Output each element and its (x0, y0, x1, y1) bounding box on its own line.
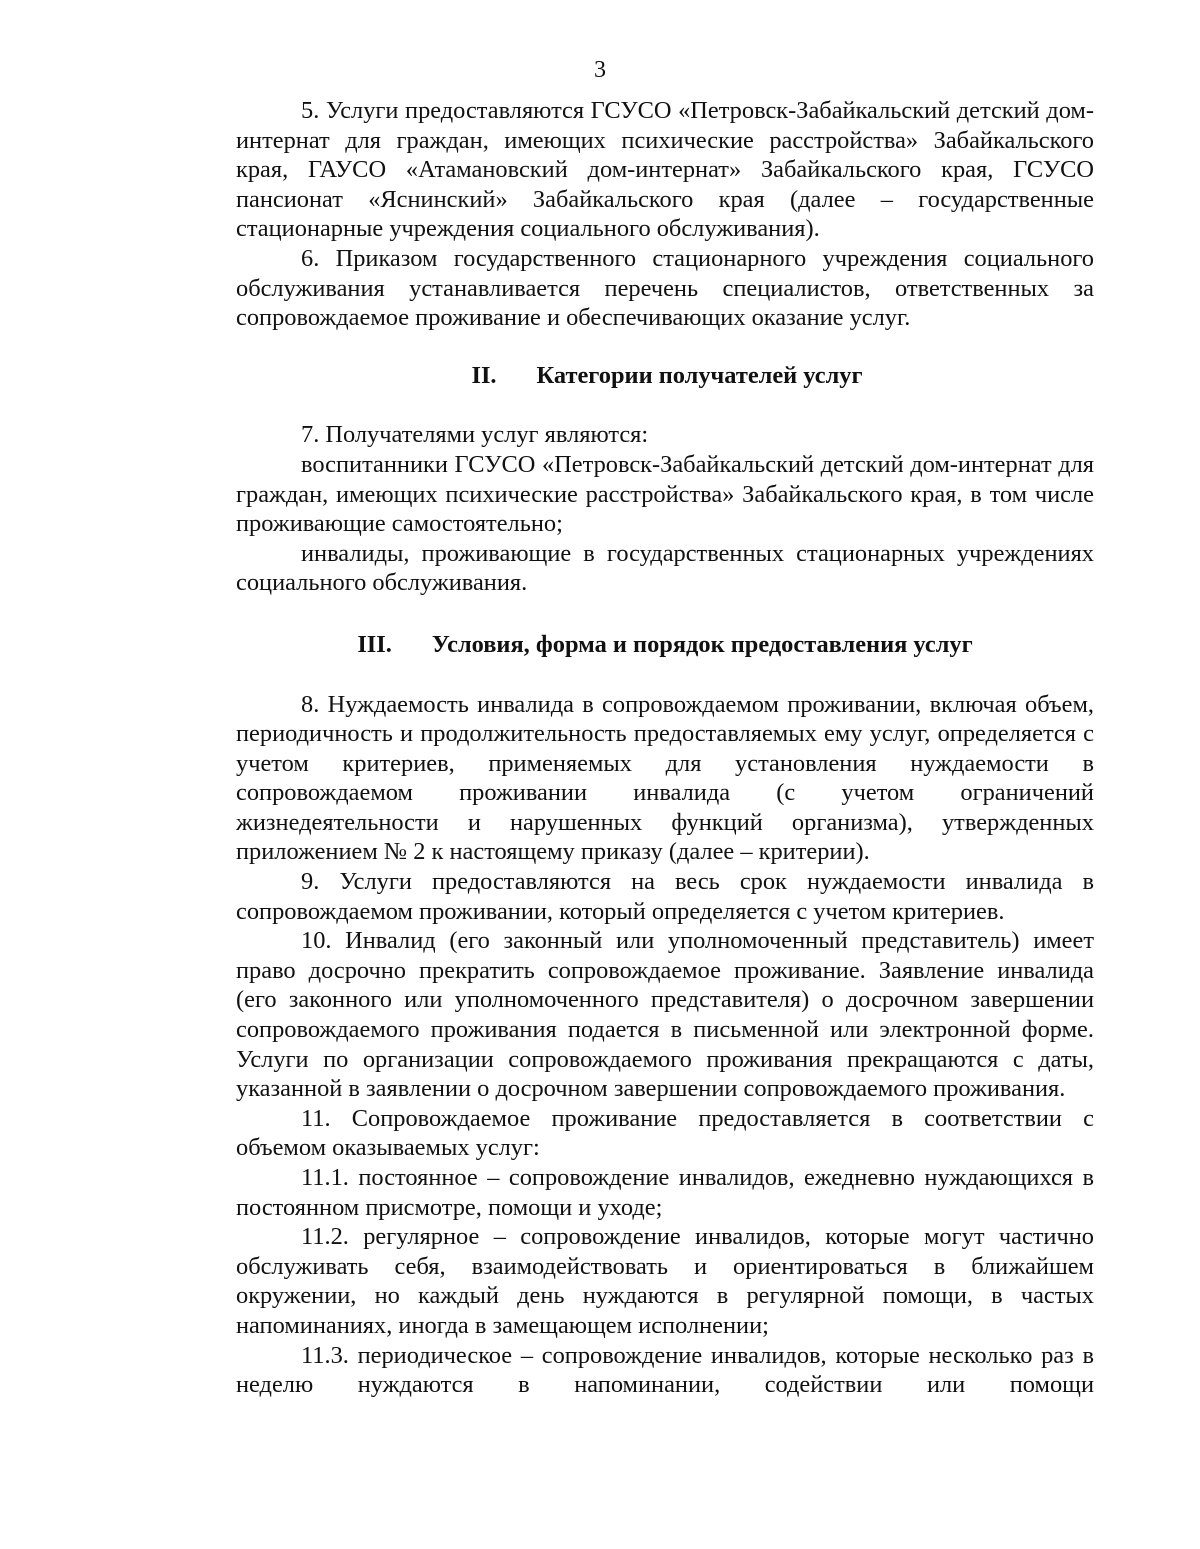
paragraph-11-2: 11.2. регулярное – сопровождение инвалидов, которые могут частично обслуживать себя, взаимодействовать и ориентироваться в ближайшем окружении, но каждый день нуждаются в регулярной помощи, в частых напоминаниях, иногда в замещающем исполнении; (236, 1223, 1094, 1339)
paragraph-10: 10. Инвалид (его законный или уполномоченный представитель) имеет право досрочно прекратить сопровождаемое проживание. Заявление инвалида (его законного или уполномоченного представителя) о досрочном завершении сопровождаемого проживания подается в письменной или электронной форме. Услуги по организации сопровождаемого проживания прекращаются с даты, указанной в заявлении о досрочном завершении сопровождаемого проживания. (236, 927, 1094, 1103)
paragraph-7-item-1: воспитанники ГСУСО «Петровск-Забайкальский детский дом-интернат для граждан, имеющих психические расстройства» Забайкальского края, в том числе проживающие самостоятельно; (236, 450, 1094, 538)
section-title: Категории получателей услуг (536, 361, 863, 389)
paragraph-8: 8. Нуждаемость инвалида в сопровождаемом проживании, включая объем, периодичность и продолжительность предоставляемых ему услуг, определяется с учетом критериев, применяемых для установления нуждаемости в сопровождаемом проживании инвалида (с учетом ограничений жизнедеятельности и нарушенных функций организма), утвержденных приложением № 2 к настоящему приказу (далее – критерии). (236, 690, 1094, 866)
page-number: 3 (594, 57, 606, 83)
paragraph-11-1: 11.1. постоянное – сопровождение инвалидов, ежедневно нуждающихся в постоянном присмотре, помощи и уходе; (236, 1164, 1094, 1221)
paragraph-9: 9. Услуги предоставляются на весь срок нуждаемости инвалида в сопровождаемом проживании, который определяется с учетом критериев. (236, 868, 1094, 925)
section-title: Условия, форма и порядок предоставления услуг (431, 630, 973, 658)
document-body (236, 96, 1094, 1400)
paragraph-6: 6. Приказом государственного стационарного учреждения социального обслуживания устанавливается перечень специалистов, ответственных за сопровождаемое проживание и обеспечивающих оказание услуг. (236, 244, 1094, 332)
section-number: III. (357, 630, 392, 658)
paragraph-5: 5. Услуги предоставляются ГСУСО «Петровск-Забайкальский детский дом-интернат для граждан, имеющих психические расстройства» Забайкальского края, ГАУСО «Атамановский дом-интернат» Забайкальского края, ГСУСО пансионат «Яснинский» Забайкальского края (далее – государственные стационарные учреждения социального обслуживания). (236, 97, 1094, 243)
section-number: II. (471, 361, 497, 389)
paragraph-11: 11. Сопровождаемое проживание предоставляется в соответствии с объемом оказываемых услуг: (236, 1104, 1094, 1162)
section-heading-2 (236, 361, 1094, 391)
paragraph-7: 7. Получателями услуг являются: (301, 421, 649, 449)
section-heading-3 (236, 630, 1094, 660)
paragraph-11-3: 11.3. периодическое – сопровождение инвалидов, которые несколько раз в неделю нуждаются в напоминании, содействии или помощи (236, 1341, 1094, 1399)
paragraph-7-item-2: инвалиды, проживающие в государственных стационарных учреждениях социального обслуживания. (236, 539, 1094, 597)
